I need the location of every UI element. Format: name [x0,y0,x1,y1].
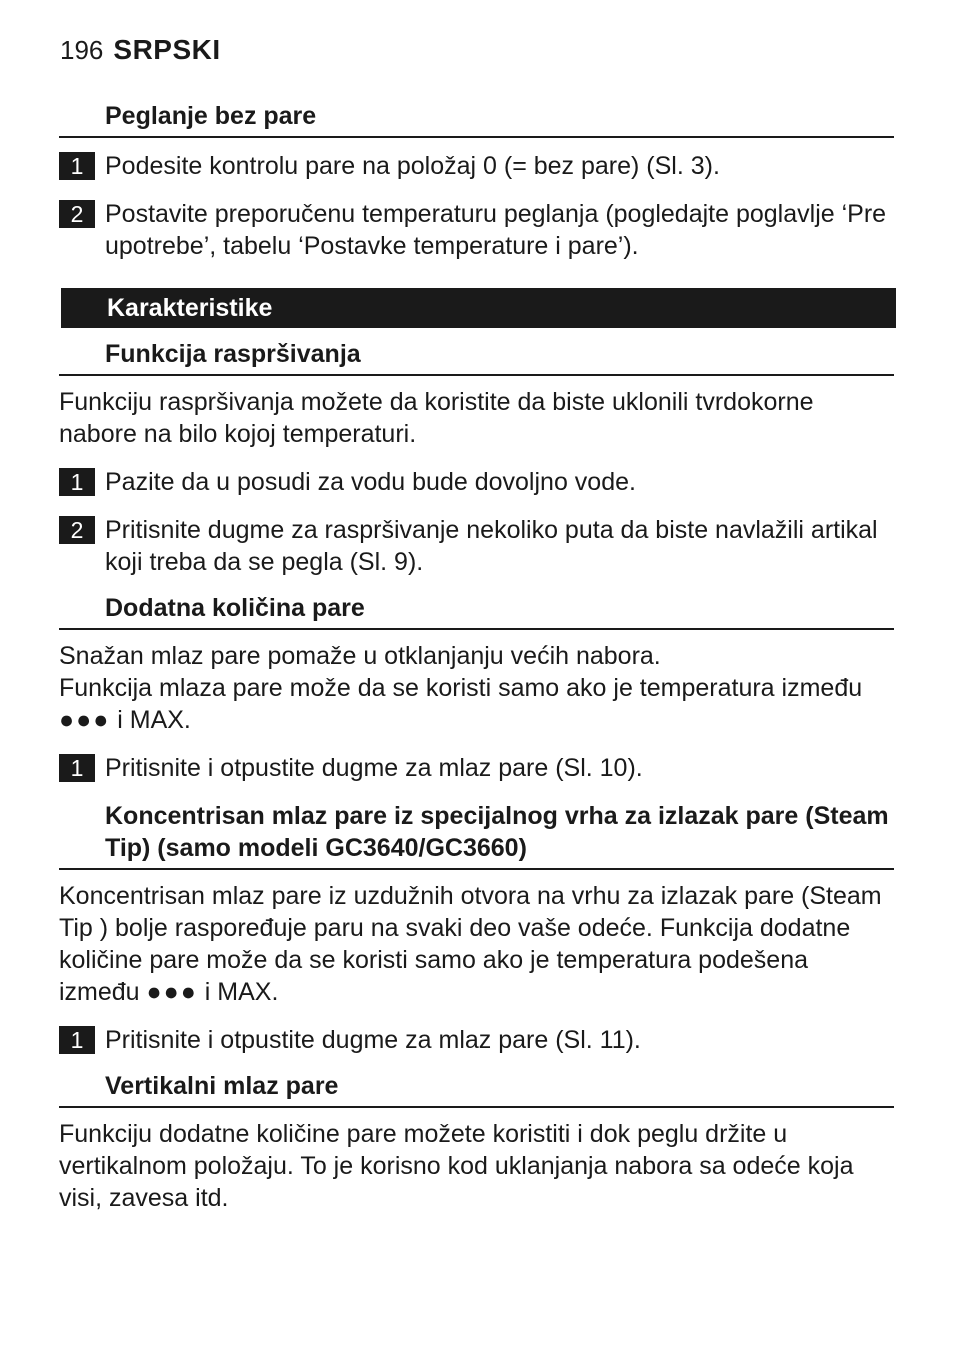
step-item [59,198,894,262]
step-item [59,150,894,182]
step-number: 1 [59,1026,95,1054]
heading-steam-tip: Koncentrisan mlaz pare iz specijalnog vrha za izlazak pare (Steam Tip) (samo modeli GC3640/GC3660) [59,800,894,870]
heading-spray: Funkcija raspršivanja [59,338,894,376]
steam-tip-intro [59,880,894,1008]
vertical-intro: Funkciju dodatne količine pare možete koristiti i dok peglu držite u vertikalnom položaju. To je korisno kod uklanjanja nabora sa odeće koja visi, zavesa itd. [59,1120,854,1212]
step-text: Pazite da u posudi za vodu bude dovoljno vode. [105,468,636,496]
step-text: Pritisnite i otpustite dugme za mlaz pare (Sl. 10). [105,754,643,782]
temperature-dots-icon: ●●● [146,978,198,1006]
step-number: 1 [59,754,95,782]
shot-intro-line: Funkcija mlaza pare može da se koristi samo ako je temperatura između [59,674,863,702]
heading-shot-of-steam: Dodatna količina pare [59,592,894,630]
steam-tip-intro-text: i MAX. [197,978,279,1006]
heading-no-steam: Peglanje bez pare [59,100,894,138]
step-item [59,514,894,578]
shot-intro-line: Snažan mlaz pare pomaže u otklanjanju većih nabora. [59,642,661,670]
page-number: 196 [60,35,104,65]
steam-tip-intro-text: Koncentrisan mlaz pare iz uzdužnih otvora na vrhu za izlazak pare (Steam Tip ) bolje raspoređuje paru na svaki deo vaše odeće. Funkcija dodatne količine pare može da se koristi samo ako je temperatura podešena između [59,882,882,1006]
step-number: 1 [59,152,95,180]
step-item [59,1024,894,1056]
page-header [60,34,221,66]
step-item [59,466,894,498]
shot-intro [59,640,894,736]
step-text: Pritisnite dugme za raspršivanje nekoliko puta da biste navlažili artikal koji treba da se pegla (Sl. 9). [105,516,878,576]
heading-vertical-steam: Vertikalni mlaz pare [59,1070,894,1108]
temperature-dots-icon: ●●● [59,706,111,734]
step-text: Postavite preporučenu temperaturu peglanja (pogledajte poglavlje ‘Pre upotrebe’, tabelu ‘Postavke temperature i pare’). [105,200,887,260]
step-text: Podesite kontrolu pare na položaj 0 (= bez pare) (Sl. 3). [105,152,720,180]
language-label: SRPSKI [113,34,221,65]
spray-intro: Funkciju raspršivanja možete da koristite da biste uklonili tvrdokorne nabore na bilo kojoj temperaturi. [59,388,814,448]
step-text: Pritisnite i otpustite dugme za mlaz pare (Sl. 11). [105,1026,641,1054]
step-number: 1 [59,468,95,496]
heading-features: Karakteristike [61,288,896,328]
shot-intro-line: i MAX. [110,706,191,734]
step-number: 2 [59,516,95,544]
step-number: 2 [59,200,95,228]
page-content [59,100,894,1214]
step-item [59,752,894,784]
